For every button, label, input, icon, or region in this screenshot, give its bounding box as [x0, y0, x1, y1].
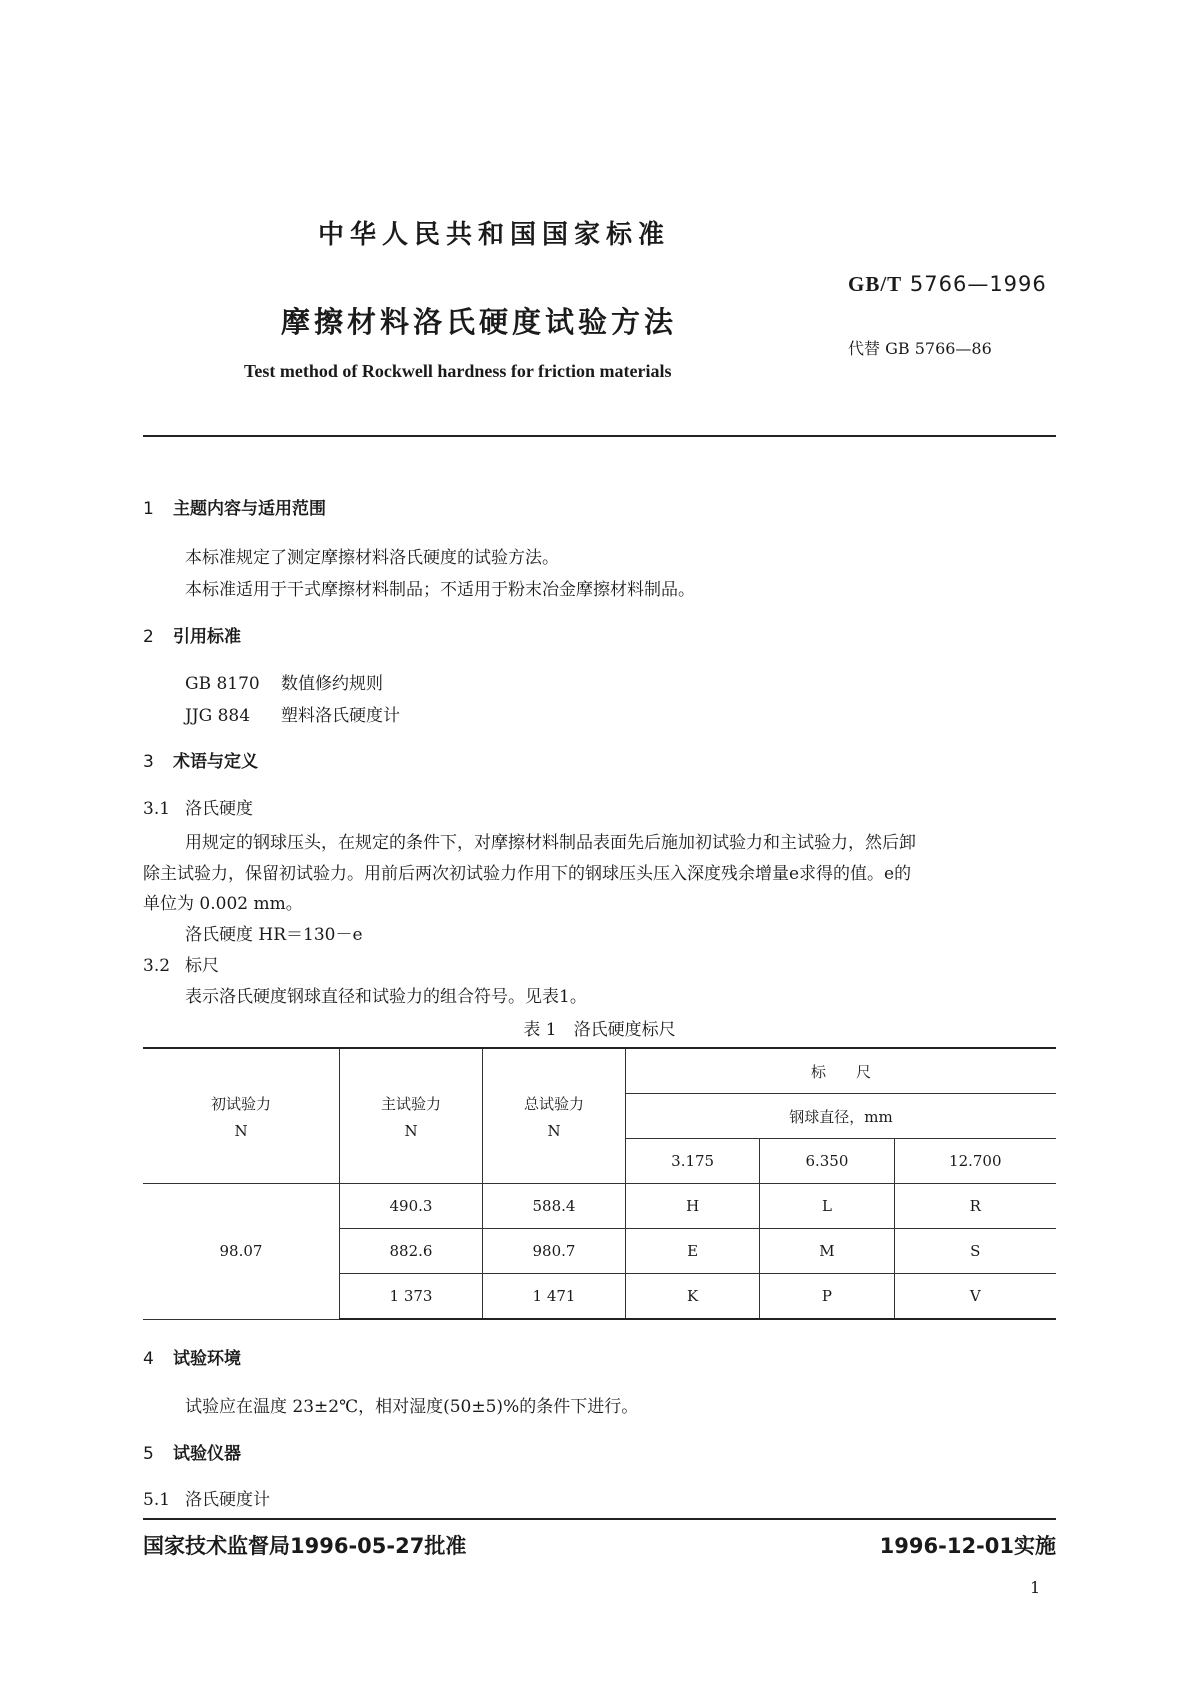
header-label: 总试验力	[523, 1094, 584, 1113]
subsection-3-1-heading	[143, 794, 253, 819]
header-unit: N	[404, 1121, 418, 1140]
scale: S	[894, 1229, 1056, 1274]
section-2-heading	[143, 622, 241, 647]
paragraph: 试验应在温度 23±2℃，相对湿度(50±5)%的条件下进行。	[185, 1397, 639, 1417]
scale: E	[626, 1229, 760, 1274]
header-scale: 标 尺	[626, 1048, 1057, 1094]
header-label: 主试验力	[380, 1094, 441, 1113]
header-unit: N	[234, 1121, 248, 1140]
ref-name: 塑料洛氏硬度计	[281, 706, 400, 726]
standard-number: 5766—1996	[909, 272, 1047, 296]
paragraph: 用规定的钢球压头，在规定的条件下，对摩擦材料制品表面先后施加初试验力和主试验力，然后卸	[185, 833, 916, 853]
main-force: 1 373	[340, 1274, 483, 1320]
section-num: 5	[143, 1444, 154, 1464]
total-force: 588.4	[483, 1184, 626, 1229]
section-3-heading	[143, 747, 258, 772]
scale: V	[894, 1274, 1056, 1320]
section-title: 洛氏硬度计	[185, 1490, 270, 1510]
section-5-heading	[143, 1439, 241, 1464]
section-title: 标尺	[185, 956, 219, 976]
diameter: 6.350	[760, 1139, 894, 1184]
table-caption: 表 1 洛氏硬度标尺	[523, 1020, 676, 1040]
table-row	[143, 1184, 1056, 1229]
section-title: 试验仪器	[173, 1444, 241, 1464]
header-main	[340, 1048, 483, 1184]
total-force: 1 471	[483, 1274, 626, 1320]
scale: L	[760, 1184, 894, 1229]
ref-code: GB 8170	[185, 674, 260, 694]
section-title: 主题内容与适用范围	[173, 499, 326, 519]
title-cn: 摩擦材料洛氏硬度试验方法	[281, 305, 678, 339]
scale: R	[894, 1184, 1056, 1229]
section-title: 引用标准	[173, 627, 241, 647]
ref-name: 数值修约规则	[281, 674, 383, 694]
diameter: 12.700	[894, 1139, 1056, 1184]
initial-force: 98.07	[143, 1184, 340, 1320]
scale: P	[760, 1274, 894, 1320]
rockwell-scale-table	[143, 1047, 1056, 1320]
standard-prefix: GB/T	[848, 272, 903, 296]
approval-date: 国家技术监督局1996-05-27批准	[143, 1534, 467, 1558]
subsection-3-2-heading	[143, 951, 219, 976]
diameter: 3.175	[626, 1139, 760, 1184]
paragraph: 表示洛氏硬度钢球直径和试验力的组合符号。见表1。	[185, 987, 587, 1007]
scale: H	[626, 1184, 760, 1229]
paragraph: 本标准规定了测定摩擦材料洛氏硬度的试验方法。	[185, 548, 559, 568]
title-en: Test method of Rockwell hardness for friction materials	[244, 361, 672, 381]
section-num: 2	[143, 627, 154, 647]
section-num: 1	[143, 499, 154, 519]
reference-item	[185, 669, 383, 694]
section-num: 3.1	[143, 799, 171, 819]
subsection-5-1-heading	[143, 1485, 270, 1510]
header-total	[483, 1048, 626, 1184]
formula: 洛氏硬度 HR＝130－e	[185, 925, 363, 945]
main-force: 882.6	[340, 1229, 483, 1274]
section-1-heading	[143, 494, 326, 519]
paragraph: 除主试验力，保留初试验力。用前后两次初试验力作用下的钢球压头压入深度残余增量e求得的值。e的	[143, 864, 912, 884]
header-divider	[143, 435, 1056, 437]
page-number: 1	[1030, 1578, 1041, 1597]
footer-divider	[143, 1518, 1056, 1520]
standard-code	[848, 272, 1047, 297]
header-initial	[143, 1048, 340, 1184]
reference-item	[185, 701, 400, 726]
header-unit: N	[547, 1121, 561, 1140]
section-title: 术语与定义	[173, 752, 258, 772]
header-ball-diameter: 钢球直径，mm	[626, 1094, 1057, 1139]
section-num: 4	[143, 1349, 154, 1369]
section-4-heading	[143, 1344, 241, 1369]
header-label: 初试验力	[210, 1094, 271, 1113]
section-title: 试验环境	[173, 1349, 241, 1369]
section-num: 3.2	[143, 956, 171, 976]
ref-code: JJG 884	[185, 706, 251, 726]
section-num: 5.1	[143, 1490, 171, 1510]
effective-date: 1996-12-01实施	[879, 1534, 1056, 1558]
scale: K	[626, 1274, 760, 1320]
paragraph: 单位为 0.002 mm。	[143, 894, 303, 914]
section-title: 洛氏硬度	[185, 799, 253, 819]
main-force: 490.3	[340, 1184, 483, 1229]
replaces-note: 代替 GB 5766—86	[848, 339, 992, 358]
total-force: 980.7	[483, 1229, 626, 1274]
org-title: 中华人民共和国国家标准	[317, 220, 670, 250]
paragraph: 本标准适用于干式摩擦材料制品；不适用于粉末冶金摩擦材料制品。	[185, 580, 695, 600]
section-num: 3	[143, 752, 154, 772]
scale: M	[760, 1229, 894, 1274]
